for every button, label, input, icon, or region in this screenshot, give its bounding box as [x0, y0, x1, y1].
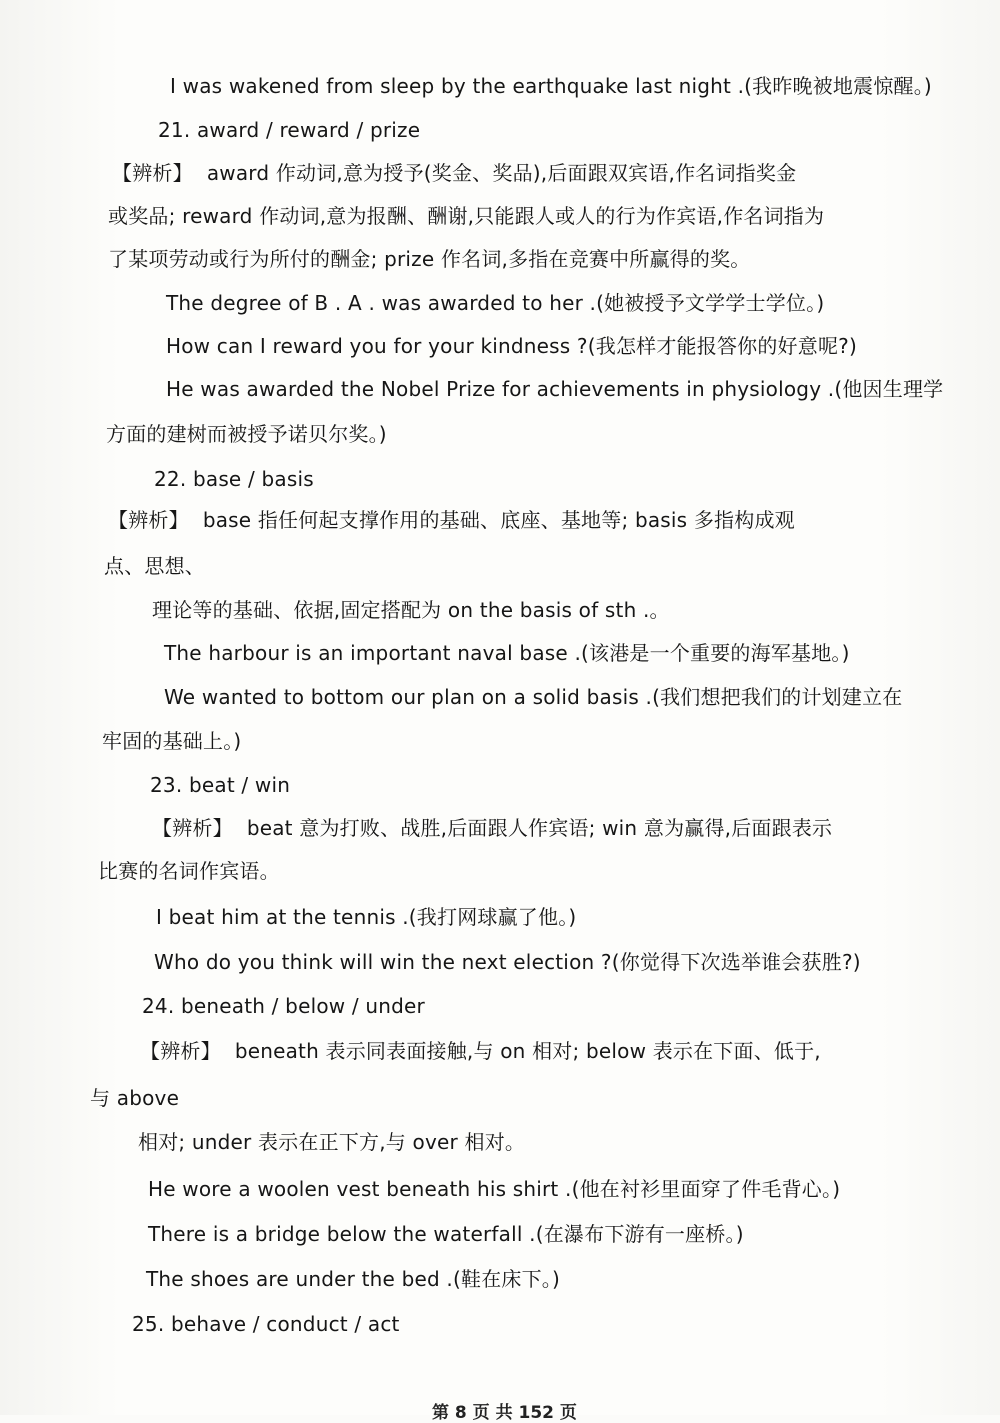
analysis-text: 相对; under 表示在正下方,与 over 相对。 [138, 1130, 526, 1154]
analysis-tag: 【辨析】 [152, 816, 233, 840]
example-sentence: 牢固的基础上。) [102, 729, 242, 753]
example-sentence: There is a bridge below the waterfall .(在瀑布下游有一座桥。) [148, 1222, 744, 1246]
analysis-paragraph [140, 1038, 821, 1064]
analysis-text: 或奖品; reward 作动词,意为报酬、酬谢,只能跟人或人的行为作宾语,作名词指为 [108, 204, 825, 228]
analysis-paragraph [108, 507, 795, 533]
analysis-tag: 【辨析】 [140, 1039, 221, 1063]
analysis-text: 与 above [90, 1086, 180, 1110]
analysis-text: 比赛的名词作宾语。 [98, 859, 280, 883]
example-sentence: We wanted to bottom our plan on a solid basis .(我们想把我们的计划建立在 [164, 685, 903, 709]
section-heading-23: 23. beat / win [150, 773, 291, 797]
analysis-tag: 【辨析】 [108, 508, 189, 532]
example-sentence: The degree of B . A . was awarded to her .(她被授予文学学士学位。) [166, 291, 825, 315]
analysis-text: 点、思想、 [104, 554, 205, 578]
example-sentence: Who do you think will win the next election ?(你觉得下次选举谁会获胜?) [154, 950, 861, 974]
section-heading-25: 25. behave / conduct / act [132, 1312, 400, 1336]
example-sentence: The shoes are under the bed .(鞋在床下。) [146, 1267, 560, 1291]
analysis-paragraph [152, 815, 832, 841]
analysis-text: 理论等的基础、依据,固定搭配为 on the basis of sth .。 [152, 598, 670, 622]
analysis-text: beat 意为打败、战胜,后面跟人作宾语; win 意为赢得,后面跟表示 [246, 816, 833, 840]
example-sentence: The harbour is an important naval base .(该港是一个重要的海军基地。) [164, 641, 850, 665]
analysis-paragraph [112, 160, 796, 186]
example-sentence: I beat him at the tennis .(我打网球赢了他。) [156, 905, 577, 929]
analysis-text: beneath 表示同表面接触,与 on 相对; below 表示在下面、低于, [234, 1039, 821, 1063]
section-heading-22: 22. base / basis [154, 467, 314, 491]
section-heading-21: 21. award / reward / prize [158, 118, 421, 142]
analysis-text: base 指任何起支撑作用的基础、底座、基地等; basis 多指构成观 [202, 508, 795, 532]
page-number: 第 8 页 共 152 页 [432, 1403, 577, 1423]
analysis-text: award 作动词,意为授予(奖金、奖品),后面跟双宾语,作名词指奖金 [206, 161, 797, 185]
example-sentence: How can I reward you for your kindness ?(我怎样才能报答你的好意呢?) [166, 334, 857, 358]
section-heading-24: 24. beneath / below / under [142, 994, 425, 1018]
example-sentence: He wore a woolen vest beneath his shirt .(他在衬衫里面穿了件毛背心。) [148, 1177, 841, 1201]
example-sentence: 方面的建树而被授予诺贝尔奖。) [106, 422, 387, 446]
analysis-tag: 【辨析】 [112, 161, 193, 185]
example-sentence: He was awarded the Nobel Prize for achievements in physiology .(他因生理学 [166, 377, 944, 401]
example-sentence: I was wakened from sleep by the earthquake last night .(我昨晚被地震惊醒。) [170, 74, 932, 98]
analysis-text: 了某项劳动或行为所付的酬金; prize 作名词,多指在竞赛中所赢得的奖。 [108, 247, 751, 271]
